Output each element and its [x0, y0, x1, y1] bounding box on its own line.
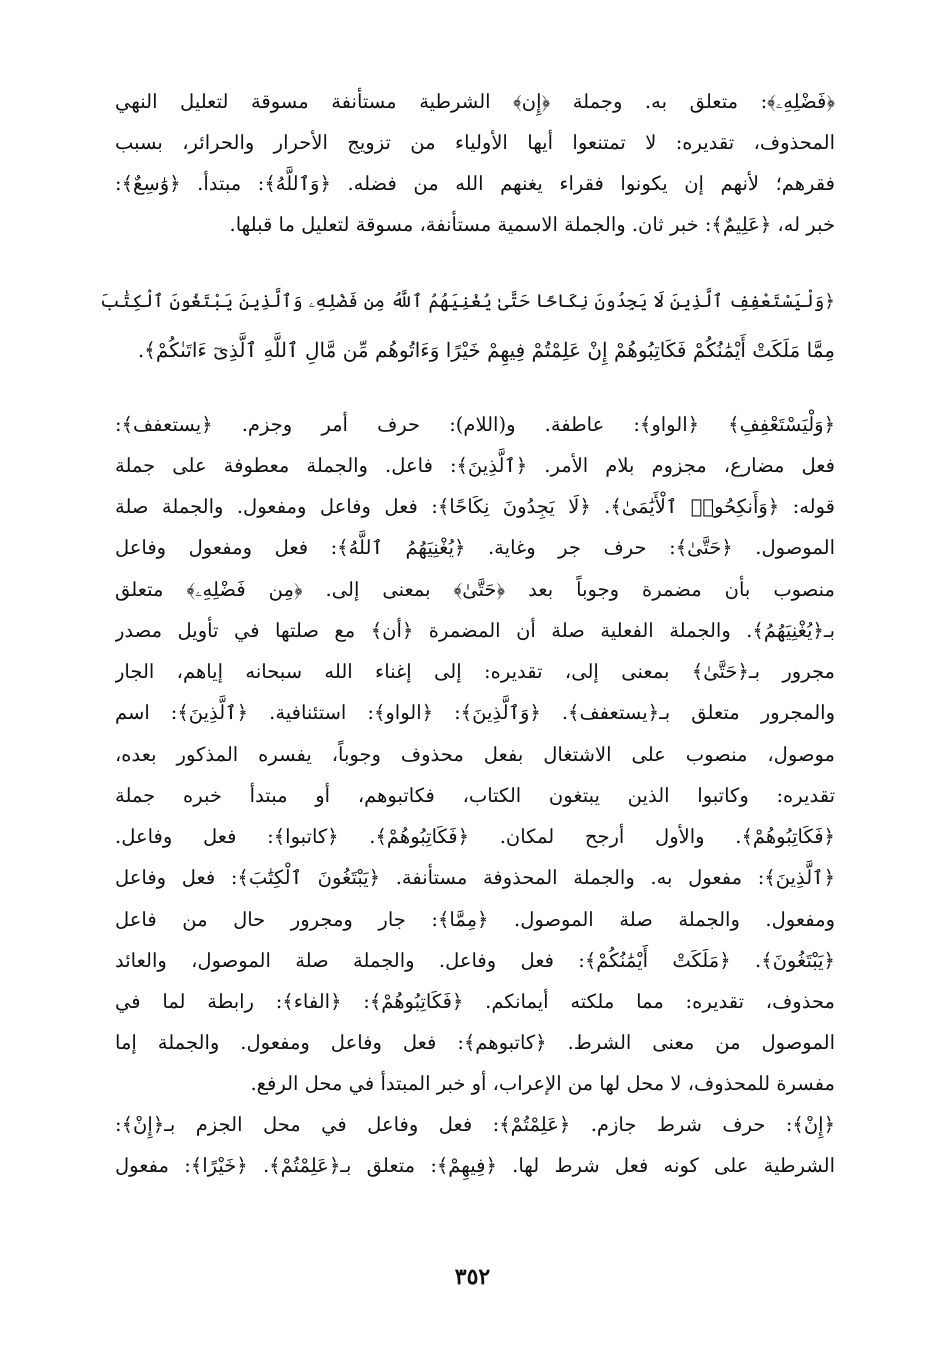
analysis-line: ومفعول. والجملة صلة الموصول. ﴿مِمَّا﴾: جار ومجرور حال من فاعل [115, 908, 835, 931]
analysis-line: قوله: ﴿وَأَنكِحُوا۟ ٱلْأَيَٰمَىٰ﴾. ﴿لَا يَجِدُونَ نِكَاحًا﴾: فعل وفاعل ومفعول. والجملة صلة [115, 495, 835, 518]
analysis-line: ﴿يَبْتَغُونَ﴾. ﴿مَلَكَتْ أَيْمَٰنُكُمْ﴾: فعل وفاعل. والجملة صلة الموصول، والعائد [115, 949, 835, 972]
analysis-line: منصوب بأن مضمرة وجوباً بعد ﴿حَتَّىٰ﴾ بمعنى إلى. ﴿مِن فَضْلِهِۦ﴾ متعلق [115, 578, 835, 601]
analysis-line: الشرطية على كونه فعل شرط لها. ﴿فِيهِمْ﴾: متعلق بـ﴿عَلِمْتُمْ﴾. ﴿خَيْرًا﴾: مفعول [115, 1154, 835, 1177]
analysis-line: ﴿فَكَاتِبُوهُمْ﴾. والأول أرجح لمكان. ﴿فَكَاتِبُوهُمْ﴾. ﴿كاتبوا﴾: فعل وفاعل. [115, 825, 835, 848]
analysis-line: ﴿إِنْ﴾: حرف شرط جازم. ﴿عَلِمْتُمْ﴾: فعل وفاعل في محل الجزم بـ﴿إِنْ﴾: [115, 1113, 835, 1136]
intro-line: فقرهم؛ لأنهم إن يكونوا فقراء يغنهم الله من فضله. ﴿وَٱللَّهُ﴾: مبتدأ. ﴿وَٰسِعٌ﴾: [115, 172, 835, 195]
analysis-line: ﴿ٱلَّذِينَ﴾: مفعول به. والجملة المحذوفة مستأنفة. ﴿يَبْتَغُونَ ٱلْكِتَٰبَ﴾: فعل وفاعل [115, 866, 835, 889]
intro-line: ﴿فَضْلِهِۦ﴾: متعلق به. وجملة ﴿إِن﴾ الشرطية مستأنفة مسوقة لتعليل النهي [115, 90, 835, 113]
analysis-line: الموصول من معنى الشرط. ﴿كاتبوهم﴾: فعل وفاعل ومفعول. والجملة إما [115, 1031, 835, 1054]
quran-verse-line: ﴿وَلْيَسْتَعْفِفِ ٱلَّذِينَ لَا يَجِدُونَ نِكَاحًا حَتَّىٰ يُغْنِيَهُمُ ٱللَّهُ مِن فَضْلِهِۦ وَٱلَّذِينَ يَبْتَغُونَ ٱلْكِتَٰبَ [100, 291, 835, 312]
analysis-line: ﴿وَلْيَسْتَعْفِفِ﴾ ﴿الواو﴾: عاطفة. و(اللام): حرف أمر وجزم. ﴿يستعفف﴾: [115, 413, 835, 436]
analysis-line: محذوف، تقديره: مما ملكته أيمانكم. ﴿فَكَاتِبُوهُمْ﴾: ﴿الفاء﴾: رابطة لما في [115, 990, 835, 1013]
intro-line: المحذوف، تقديره: لا تمتنعوا أيها الأولياء من تزويج الأحرار والحرائر، بسبب [115, 131, 835, 154]
page-number: ٣٥٢ [454, 1264, 491, 1290]
analysis-line: مجرور بـ﴿حَتَّىٰ﴾ بمعنى إلى، تقديره: إلى إغناء الله سبحانه إياهم، الجار [115, 660, 835, 683]
quran-verse-line: مِمَّا مَلَكَتْ أَيْمَٰنُكُمْ فَكَاتِبُوهُمْ إِنْ عَلِمْتُمْ فِيهِمْ خَيْرًا وَءَاتُوهُم مِّن مَّالِ ٱللَّهِ ٱلَّذِىٓ ءَاتَىٰكُمْ﴾. [137, 338, 835, 362]
analysis-line: الموصول. ﴿حَتَّىٰ﴾: حرف جر وغاية. ﴿يُغْنِيَهُمُ ٱللَّهُ﴾: فعل ومفعول وفاعل [115, 536, 835, 559]
analysis-line: والمجرور متعلق بـ﴿يستعفف﴾. ﴿وَٱلَّذِينَ﴾: ﴿الواو﴾: استئنافية. ﴿ٱلَّذِينَ﴾: اسم [115, 701, 835, 724]
analysis-line: موصول، منصوب على الاشتغال بفعل محذوف وجوباً، يفسره المذكور بعده، [115, 743, 835, 766]
analysis-line: تقديره: وكاتبوا الذين يبتغون الكتاب، فكاتبوهم، أو مبتدأ خبره جملة [115, 784, 835, 807]
analysis-line: بـ﴿يُغْنِيَهُمُ﴾. والجملة الفعلية صلة أن المضمرة ﴿أن﴾ مع صلتها في تأويل مصدر [115, 619, 835, 642]
intro-line: خبر له، ﴿عَلِيمٌ﴾: خبر ثان. والجملة الاسمية مستأنفة، مسوقة لتعليل ما قبلها. [229, 213, 835, 236]
analysis-line: فعل مضارع، مجزوم بلام الأمر. ﴿ٱلَّذِينَ﴾: فاعل. والجملة معطوفة على جملة [115, 454, 835, 477]
analysis-line: مفسرة للمحذوف، لا محل لها من الإعراب، أو خبر المبتدأ في محل الرفع. [250, 1072, 835, 1095]
